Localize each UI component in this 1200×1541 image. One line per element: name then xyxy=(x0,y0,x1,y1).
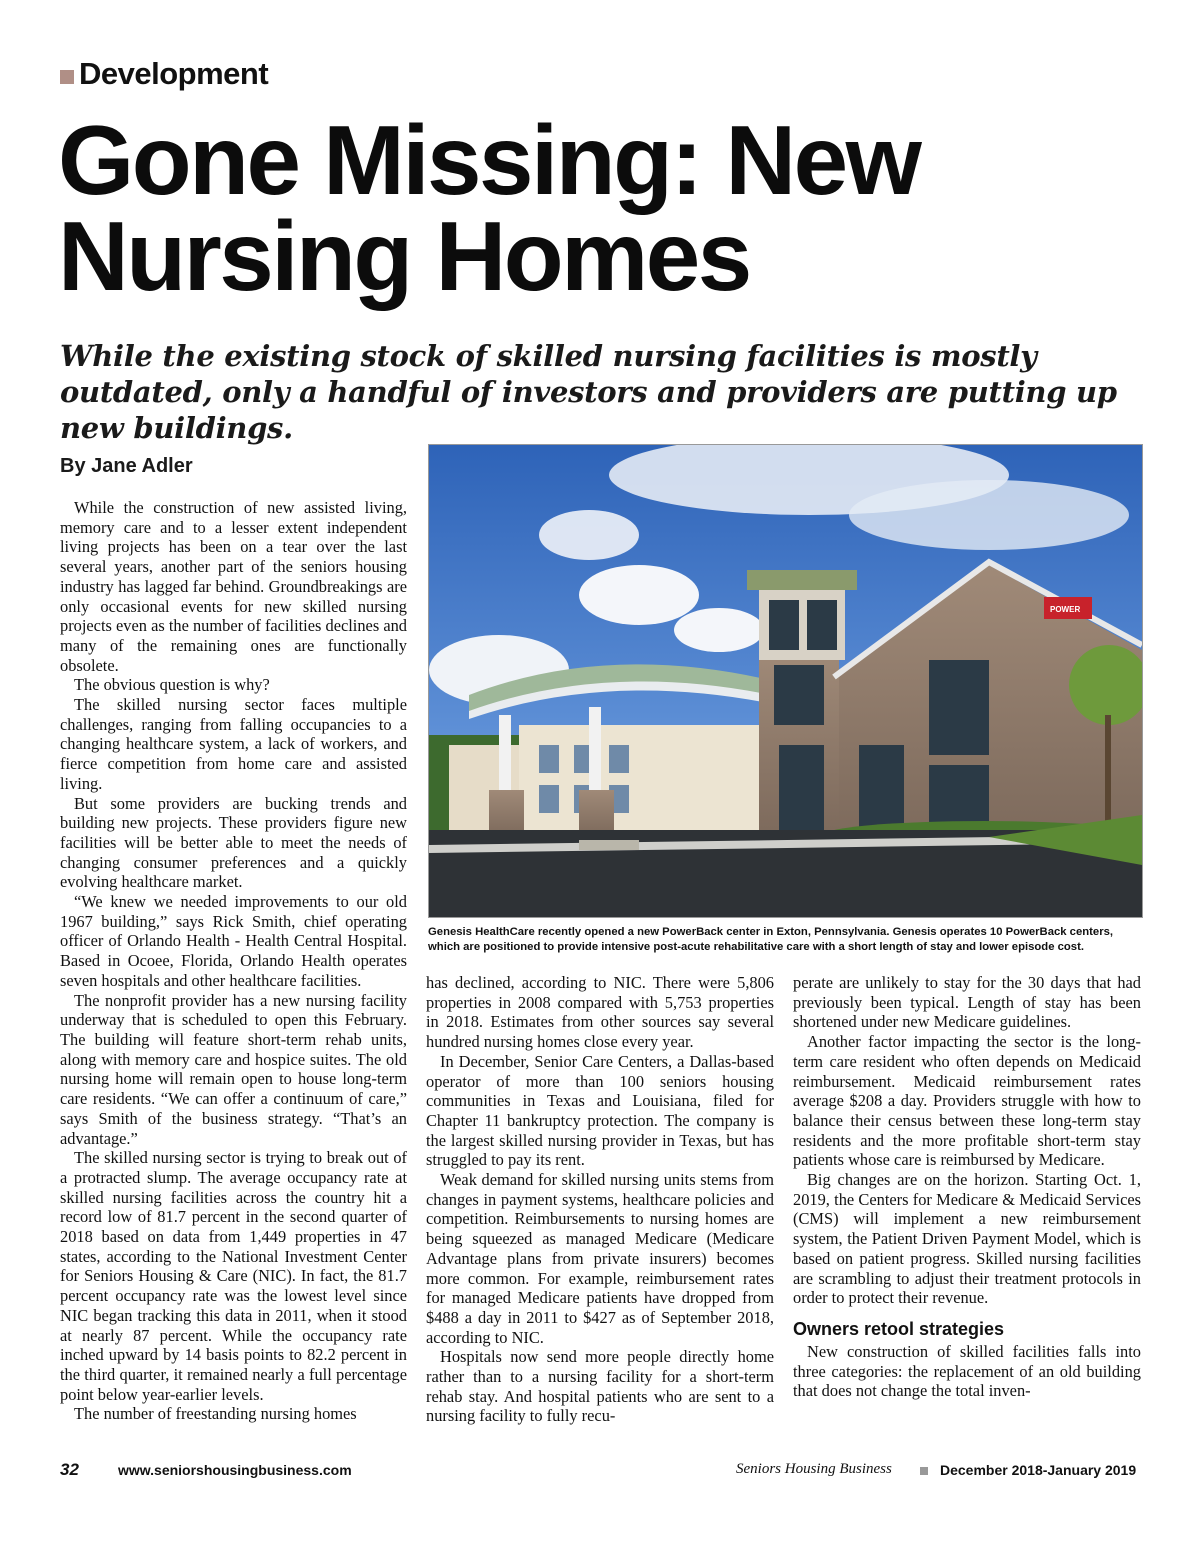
deck: While the existing stock of skilled nursing facilities is mostly outdated, only a handful of investors and providers are putting up new buildings. xyxy=(60,339,1117,445)
article-column-2 xyxy=(426,973,774,1458)
article-column-3 xyxy=(793,973,1141,1458)
issue-date: December 2018-January 2019 xyxy=(940,1462,1137,1478)
photo-caption: Genesis HealthCare recently opened a new PowerBack center in Exton, Pennsylvania. Genesis operates 10 PowerBack centers, which are positioned to provide intensive post-acute rehabilitative care with a short length of stay and lower episode cost. xyxy=(428,926,1114,953)
paragraph: “We knew we needed improvements to our old 1967 building,” says Rick Smith, chief operating officer of Orlando Health - Health Central Hospital. Based in Ocoee, Florida, Orlando Health operates seven hospitals and other healthcare facilities. xyxy=(60,892,407,990)
paragraph: Weak demand for skilled nursing units stems from changes in payment systems, healthcare policies and competition. Reimbursements to nursing homes are being squeezed as managed Medicare (Medicare Advantage plans from private insurers) becomes more common. For example, reimbursement rates for managed Medicare patients have dropped from $488 a day in 2011 to $427 as of September 2018, according to NIC. xyxy=(426,1170,774,1347)
page-number: 32 xyxy=(60,1460,79,1479)
paragraph: New construction of skilled facilities falls into three categories: the replacement of an old building that does not change the total inven- xyxy=(793,1341,1141,1401)
building-photo-illustration xyxy=(429,445,1142,917)
power-sign-text: POWER xyxy=(1050,605,1081,614)
footer-separator xyxy=(920,1467,928,1475)
paragraph: The skilled nursing sector is trying to break out of a protracted slump. The average occupancy rate at skilled nursing facilities across the country hit a record low of 81.7 percent in the second quarter of 2018 based on data from 1,449 properties in 47 states, according to the National Investment Center for Seniors Housing & Care (NIC). In fact, the 81.7 percent occupancy rate was the lowest level since NIC began tracking this data in 2011, when it stood at nearly 87 percent. While the occupancy rate inched upward by 14 basis points to 82.2 percent in the third quarter, it remained nearly a full percentage point below year-earlier levels. xyxy=(60,1148,407,1404)
paragraph: The skilled nursing sector faces multiple challenges, ranging from falling occupancies to a changing healthcare system, a lack of workers, and fierce competition from home care and assisted living. xyxy=(60,695,407,793)
byline: By Jane Adler xyxy=(60,455,193,477)
paragraph: In December, Senior Care Centers, a Dallas-based operator of more than 100 seniors housing communities in Texas and Louisiana, filed for Chapter 11 bankruptcy protection. The company is the largest skilled nursing provider in Texas, but has struggled to pay its rent. xyxy=(426,1051,774,1170)
paragraph: The obvious question is why? xyxy=(74,675,270,695)
section-label xyxy=(60,56,268,92)
section-marker xyxy=(60,70,74,84)
article-column-1 xyxy=(60,498,407,1458)
paragraph: The number of freestanding nursing homes xyxy=(74,1404,357,1424)
article-photo xyxy=(428,444,1143,918)
footer-url: www.seniorshousingbusiness.com xyxy=(118,1462,352,1478)
paragraph: Big changes are on the horizon. Starting Oct. 1, 2019, the Centers for Medicare & Medicaid Services (CMS) will implement a new reimbursement system, the Patient Driven Payment Model, which is based on patient progress. Skilled nursing facilities are scrambling to adjust their treatment protocols in order to protect their revenue. xyxy=(793,1170,1141,1308)
section-label-text: Development xyxy=(79,56,269,91)
paragraph: Hospitals now send more people directly home rather than to a nursing facility for a short-term rehab stay. And hospital patients who are sent to a nursing facility to fully recu- xyxy=(426,1347,774,1426)
paragraph: perate are unlikely to stay for the 30 days that had previously been typical. Length of stay has been shortened under new Medicare guidelines. xyxy=(793,973,1141,1032)
subheading: Owners retool strategies xyxy=(793,1318,1005,1339)
paragraph: has declined, according to NIC. There were 5,806 properties in 2008 compared with 5,753 properties in 2018. Estimates from other sources say several hundred nursing homes close every year. xyxy=(426,973,774,1052)
paragraph: The nonprofit provider has a new nursing facility underway that is scheduled to open this February. The building will feature short-term rehab units, along with memory care and hospice suites. The old nursing home will remain open to house long-term care residents. “We can offer a continuum of care,” says Smith of the business strategy. “That’s an advantage.” xyxy=(60,990,407,1148)
publication-name: Seniors Housing Business xyxy=(736,1461,892,1477)
paragraph: Another factor impacting the sector is the long-term care resident who often depends on Medicaid reimbursement. Medicaid reimbursement rates average $208 a day. Providers struggle with how to balance their census between these long-term stay residents and the more profitable short-term stay patients whose care is reimbursed by Medicare. xyxy=(793,1032,1141,1170)
paragraph: But some providers are bucking trends and building new projects. These providers figure new facilities will be better able to meet the needs of changing consumer preferences and a quickly evolving healthcare market. xyxy=(60,793,407,892)
headline: Gone Missing: New Nursing Homes xyxy=(58,105,920,311)
paragraph: While the construction of new assisted living, memory care and to a lesser extent independent living projects has been on a tear over the last several years, another part of the seniors housing industry has lagged far behind. Groundbreakings are only occasional events for new skilled nursing projects even as the number of facilities declines and many of the remaining ones are functionally obsolete. xyxy=(60,498,407,675)
